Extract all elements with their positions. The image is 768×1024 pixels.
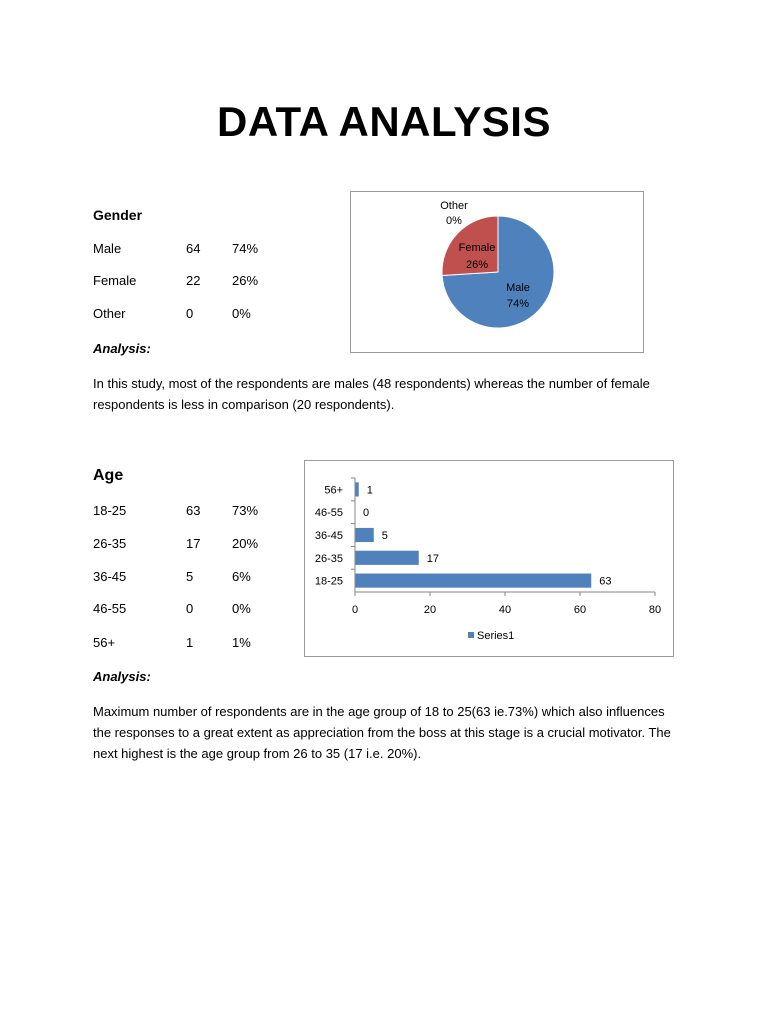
- age-label-56-plus: 56+: [93, 635, 116, 650]
- gender-analysis-text: In this study, most of the respondents are males (48 respondents) whereas the number of female respondents is less in comparison (20 respondents).: [93, 376, 650, 412]
- gender-count-female: 22: [186, 273, 201, 288]
- legend-label: Series1: [477, 630, 515, 642]
- bar-category-label: 56+: [324, 484, 343, 497]
- bar-data-label: 5: [381, 530, 388, 542]
- bar-x-tick-label: 40: [498, 604, 512, 616]
- pie-label-male: Male: [506, 282, 530, 294]
- pie-percent-female: 26%: [465, 259, 489, 271]
- bar-x-tick-label: 80: [648, 604, 662, 616]
- age-label-26-35: 26-35: [93, 536, 127, 551]
- pie-svg: [351, 192, 643, 352]
- gender-label-female: Female: [93, 273, 137, 288]
- gender-percent-female: 26%: [232, 273, 259, 288]
- age-label-18-25: 18-25: [93, 503, 127, 518]
- bar-26-35: [355, 551, 419, 565]
- age-count-26-35: 17: [186, 536, 201, 551]
- bar-data-label: 17: [426, 552, 439, 565]
- gender-heading: Gender: [93, 207, 143, 223]
- age-analysis-label: Analysis:: [93, 669, 151, 684]
- age-count-56-plus: 1: [186, 635, 194, 650]
- bar-18-25: [355, 574, 591, 588]
- bar-category-label: 26-35: [314, 552, 343, 565]
- gender-pie-chart: [350, 191, 644, 353]
- bar-data-label: 1: [366, 484, 373, 497]
- bar-category-label: 46-55: [314, 507, 343, 520]
- age-label-46-55: 46-55: [93, 601, 127, 616]
- pie-label-female: Female: [458, 242, 496, 254]
- gender-count-male: 64: [186, 241, 201, 256]
- bar-category-label: 36-45: [314, 530, 343, 542]
- bar-svg: [305, 461, 673, 656]
- bar-x-tick-label: 20: [423, 604, 437, 616]
- gender-percent-male: 74%: [232, 241, 259, 256]
- bar-data-label: 63: [599, 575, 612, 588]
- pie-label-other: Other: [440, 200, 468, 212]
- age-count-36-45: 5: [186, 569, 194, 584]
- age-heading: Age: [93, 467, 124, 484]
- gender-label-other: Other: [93, 306, 126, 321]
- gender-percent-other: 0%: [232, 306, 251, 321]
- age-percent-56-plus: 1%: [232, 635, 251, 650]
- legend-swatch: [468, 632, 474, 638]
- pie-percent-male: 74%: [506, 298, 530, 310]
- age-analysis-text: Maximum number of respondents are in the age group of 18 to 25(63 ie.73%) which also influences the responses to a great extent as appreciation from the boss at this stage is a crucial motivator. The next highest is the age group from 26 to 35 (17 i.e. 20%).: [93, 704, 671, 761]
- age-label-36-45: 36-45: [93, 569, 127, 584]
- age-count-46-55: 0: [186, 601, 194, 616]
- age-bar-chart: [304, 460, 674, 657]
- bar-x-tick-label: 60: [573, 604, 587, 616]
- age-percent-36-45: 6%: [232, 569, 251, 584]
- bar-36-45: [355, 528, 374, 542]
- bar-data-label: 0: [363, 507, 370, 520]
- gender-count-other: 0: [186, 306, 194, 321]
- pie-percent-other: 0%: [446, 215, 462, 227]
- bar-x-tick-label: 0: [351, 604, 359, 616]
- page-title: DATA ANALYSIS: [217, 98, 551, 145]
- age-percent-18-25: 73%: [232, 503, 259, 518]
- gender-label-male: Male: [93, 241, 122, 256]
- age-percent-26-35: 20%: [232, 536, 259, 551]
- age-count-18-25: 63: [186, 503, 201, 518]
- age-percent-46-55: 0%: [232, 601, 251, 616]
- gender-analysis-label: Analysis:: [93, 341, 151, 356]
- bar-56+: [355, 482, 359, 496]
- bar-category-label: 18-25: [314, 575, 343, 588]
